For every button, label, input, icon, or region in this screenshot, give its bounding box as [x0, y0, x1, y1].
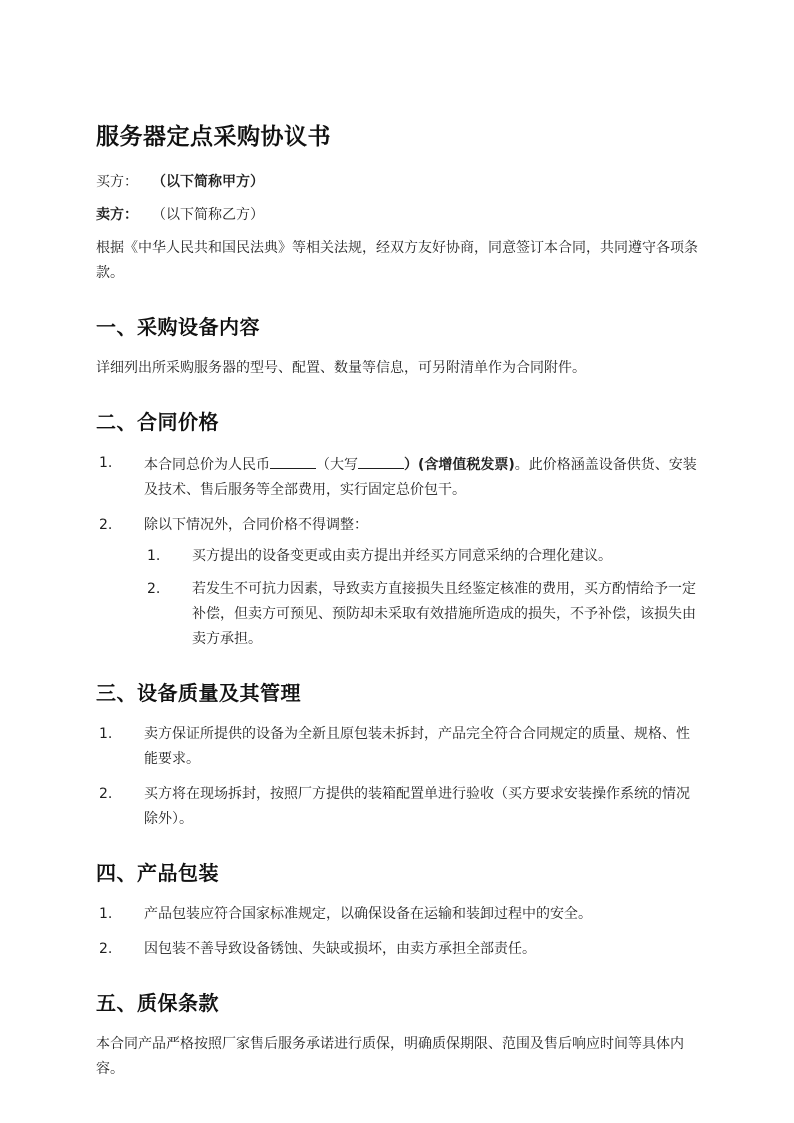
- list-number: 1.: [99, 455, 113, 471]
- section-heading-equipment: 一、采购设备内容: [96, 315, 260, 339]
- list-number: 2.: [99, 941, 113, 957]
- price-text-pre: 本合同总价为人民币: [144, 457, 270, 473]
- list-text: 若发生不可抗力因素，导致卖方直接损失且经鉴定核准的费用，买方酌情给予一定补偿，但卖方可预见、预防却未采取有效措施所造成的损失，不予补偿，该损失由卖方承担。: [192, 581, 696, 647]
- price-amount-words-blank: [358, 451, 404, 469]
- list-text: 买方提出的设备变更或由卖方提出并经买方同意采纳的合理化建议。: [192, 548, 612, 564]
- list-number: 2.: [99, 517, 113, 533]
- section-heading-warranty: 五、质保条款: [96, 991, 219, 1015]
- list-number: 1.: [147, 548, 161, 564]
- document-title: 服务器定点采购协议书: [96, 124, 331, 150]
- section-text-equipment: 详细列出所采购服务器的型号、配置、数量等信息，可另附清单作为合同附件。: [96, 360, 586, 376]
- list-item: [96, 782, 700, 832]
- list-text: 产品包装应符合国家标准规定，以确保设备在运输和装卸过程中的安全。: [144, 906, 592, 922]
- list-number: 2.: [147, 581, 161, 597]
- buyer-line: [96, 170, 700, 195]
- price-text-mid: （大写: [316, 457, 358, 473]
- price-text-post: 。此价格涵盖设备供货、安装及技术、售后服务等全部费用，实行固定总价包干。: [144, 457, 697, 498]
- list-number: 1.: [99, 726, 113, 742]
- list-number: 1.: [99, 906, 113, 922]
- seller-line: [96, 203, 700, 228]
- list-item: [96, 902, 700, 927]
- list-item: [96, 722, 700, 772]
- section-heading-price: 二、合同价格: [96, 410, 219, 434]
- section-heading-packaging: 四、产品包装: [96, 861, 219, 885]
- packaging-list: [96, 902, 700, 962]
- price-adjustment-sublist: [144, 544, 700, 652]
- quality-list: [96, 722, 700, 832]
- section-heading-quality: 三、设备质量及其管理: [96, 681, 301, 705]
- list-text: 除以下情况外，合同价格不得调整：: [144, 517, 368, 533]
- sub-list-item: [144, 544, 700, 569]
- list-item: [96, 937, 700, 962]
- seller-note: （以下简称乙方）: [152, 207, 264, 223]
- seller-label: 卖方：: [96, 207, 138, 223]
- list-item: [96, 451, 700, 503]
- price-amount-blank: [270, 451, 316, 469]
- buyer-note: （以下简称甲方）: [152, 174, 264, 190]
- buyer-label: 买方：: [96, 174, 138, 190]
- section-text-warranty: 本合同产品严格按照厂家售后服务承诺进行质保，明确质保期限、范围及售后响应时间等具体内容。: [96, 1036, 684, 1077]
- list-text: 因包装不善导致设备锈蚀、失缺或损坏，由卖方承担全部责任。: [144, 941, 536, 957]
- price-text-invoice: ）(含增值税发票): [404, 457, 515, 473]
- list-text: 买方将在现场拆封，按照厂方提供的装箱配置单进行验收（买方要求安装操作系统的情况除外）。: [144, 786, 690, 827]
- sub-list-item: [144, 577, 700, 652]
- price-list: [96, 451, 700, 652]
- list-number: 2.: [99, 786, 113, 802]
- list-item: [96, 513, 700, 652]
- intro-paragraph: 根据《中华人民共和国民法典》等相关法规，经双方友好协商，同意签订本合同，共同遵守各项条款。: [96, 240, 698, 281]
- list-text: 卖方保证所提供的设备为全新且原包装未拆封，产品完全符合合同规定的质量、规格、性能要求。: [144, 726, 690, 767]
